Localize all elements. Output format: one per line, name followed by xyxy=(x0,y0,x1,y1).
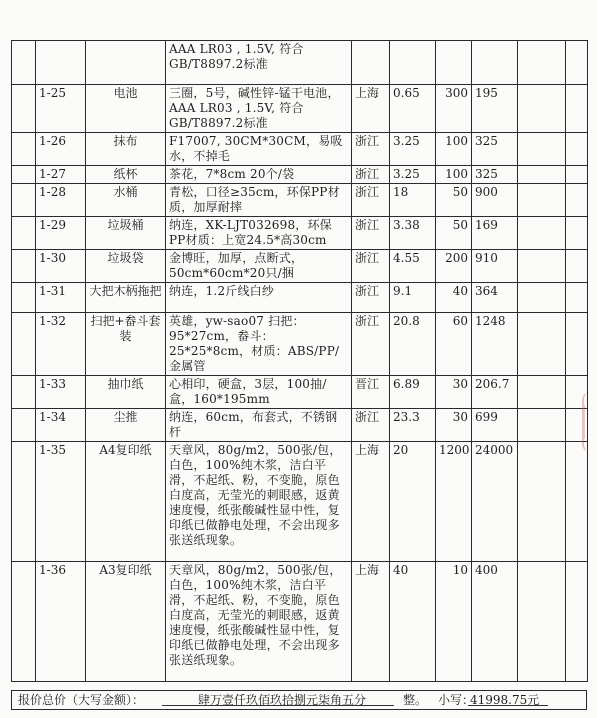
item-quantity: 60 xyxy=(436,313,472,376)
table-row xyxy=(12,409,588,442)
table-row xyxy=(12,376,588,409)
item-quantity: 40 xyxy=(436,283,472,313)
item-unit-price: 20.8 xyxy=(390,313,436,376)
item-unit-price: 18 xyxy=(390,184,436,217)
row-blank-cell xyxy=(12,562,36,682)
blank-cell xyxy=(518,313,566,376)
item-total: 325 xyxy=(472,133,518,166)
item-name: 垃圾桶 xyxy=(86,217,166,250)
item-origin xyxy=(352,41,390,85)
red-seal-inner-edge xyxy=(584,405,593,439)
item-name: A4复印纸 xyxy=(86,442,166,562)
row-blank-cell xyxy=(12,442,36,562)
table-row xyxy=(12,166,588,184)
item-spec: 心相印，硬盒，3层，100抽/盒，160*195mm xyxy=(166,376,352,409)
item-unit-price: 23.3 xyxy=(390,409,436,442)
item-unit-price: 6.89 xyxy=(390,376,436,409)
blank-cell xyxy=(518,217,566,250)
item-total: 169 xyxy=(472,217,518,250)
item-number xyxy=(36,41,86,85)
blank-cell xyxy=(518,85,566,133)
blank-cell xyxy=(566,41,588,85)
item-number: 1-28 xyxy=(36,184,86,217)
blank-cell xyxy=(518,409,566,442)
item-total: 24000 xyxy=(472,442,518,562)
row-blank-cell xyxy=(12,184,36,217)
item-spec: 天章风，80g/m2，500张/包，白色，100%纯木浆，洁白平滑，不起纸、粉，不变脆，原色白度高，无莹光的刺眼感，返黄速度慢，纸张酸碱性显中性，复印纸已做静电处理，不会出现多张送纸现象。 xyxy=(166,562,352,682)
small-amount-label: 小写： xyxy=(438,693,475,707)
item-spec: 茶花，7*8cm 20个/袋 xyxy=(166,166,352,184)
item-unit-price: 3.25 xyxy=(390,166,436,184)
item-origin: 浙江 xyxy=(352,283,390,313)
blank-cell xyxy=(518,41,566,85)
blank-cell xyxy=(518,376,566,409)
zheng-text: 整。 xyxy=(403,693,428,707)
item-quantity: 30 xyxy=(436,409,472,442)
blank-cell xyxy=(566,283,588,313)
item-total: 699 xyxy=(472,409,518,442)
item-origin: 浙江 xyxy=(352,217,390,250)
item-number: 1-25 xyxy=(36,85,86,133)
item-number: 1-26 xyxy=(36,133,86,166)
blank-cell xyxy=(566,442,588,562)
table-row xyxy=(12,133,588,166)
item-origin: 晋江 xyxy=(352,376,390,409)
item-spec: 天章风，80g/m2，500张/包，白色，100%纯木浆，洁白平滑，不起纸、粉，不变脆，原色白度高，无莹光的刺眼感，返黄速度慢，纸张酸碱性显中性，复印纸已做静电处理，不会出现多张送纸现象。 xyxy=(166,442,352,562)
item-unit-price: 20 xyxy=(390,442,436,562)
blank-cell xyxy=(566,166,588,184)
item-unit-price: 4.55 xyxy=(390,250,436,283)
item-total: 364 xyxy=(472,283,518,313)
item-name: 水桶 xyxy=(86,184,166,217)
row-blank-cell xyxy=(12,166,36,184)
item-number: 1-35 xyxy=(36,442,86,562)
item-unit-price: 0.65 xyxy=(390,85,436,133)
item-total xyxy=(472,41,518,85)
blank-cell xyxy=(566,562,588,682)
blank-cell xyxy=(566,250,588,283)
table-row xyxy=(12,313,588,376)
item-number: 1-34 xyxy=(36,409,86,442)
item-origin: 上海 xyxy=(352,442,390,562)
item-name: 扫把+畚斗套装 xyxy=(86,313,166,376)
item-origin: 浙江 xyxy=(352,313,390,376)
item-total: 195 xyxy=(472,85,518,133)
row-blank-cell xyxy=(12,250,36,283)
item-name: 垃圾袋 xyxy=(86,250,166,283)
total-price-footer xyxy=(11,690,587,710)
blank-cell xyxy=(518,283,566,313)
item-spec: 纳连，1.2斤线白纱 xyxy=(166,283,352,313)
item-quantity: 300 xyxy=(436,85,472,133)
blank-cell xyxy=(518,133,566,166)
item-unit-price xyxy=(390,41,436,85)
item-number: 1-36 xyxy=(36,562,86,682)
item-total: 900 xyxy=(472,184,518,217)
item-origin: 上海 xyxy=(352,85,390,133)
item-spec: 金博旺，加厚，点断式，50cm*60cm*20只/捆 xyxy=(166,250,352,283)
small-amount-underline xyxy=(468,705,548,706)
blank-cell xyxy=(566,313,588,376)
row-blank-cell xyxy=(12,133,36,166)
item-origin: 上海 xyxy=(352,562,390,682)
item-quantity: 100 xyxy=(436,133,472,166)
item-total: 910 xyxy=(472,250,518,283)
row-blank-cell xyxy=(12,283,36,313)
item-quantity xyxy=(436,41,472,85)
item-quantity: 50 xyxy=(436,184,472,217)
blank-cell xyxy=(566,184,588,217)
row-blank-cell xyxy=(12,376,36,409)
item-origin: 浙江 xyxy=(352,133,390,166)
item-quantity: 200 xyxy=(436,250,472,283)
item-number: 1-31 xyxy=(36,283,86,313)
item-name: 抹布 xyxy=(86,133,166,166)
item-quantity: 100 xyxy=(436,166,472,184)
blank-cell xyxy=(518,250,566,283)
row-blank-cell xyxy=(12,85,36,133)
item-name xyxy=(86,41,166,85)
table-row xyxy=(12,184,588,217)
item-unit-price: 3.25 xyxy=(390,133,436,166)
item-spec: 纳连，60cm，布套式，不锈钢杆 xyxy=(166,409,352,442)
blank-cell xyxy=(566,217,588,250)
item-quantity: 50 xyxy=(436,217,472,250)
row-blank-cell xyxy=(12,41,36,85)
item-number: 1-29 xyxy=(36,217,86,250)
item-origin: 浙江 xyxy=(352,250,390,283)
item-name: 电池 xyxy=(86,85,166,133)
table-row xyxy=(12,41,588,85)
blank-cell xyxy=(566,85,588,133)
item-spec: AAA LR03 , 1.5V, 符合GB/T8897.2标准 xyxy=(166,41,352,85)
item-origin: 浙江 xyxy=(352,184,390,217)
item-name: A3复印纸 xyxy=(86,562,166,682)
item-name: 尘推 xyxy=(86,409,166,442)
item-quantity: 10 xyxy=(436,562,472,682)
item-total: 400 xyxy=(472,562,518,682)
row-blank-cell xyxy=(12,217,36,250)
item-unit-price: 3.38 xyxy=(390,217,436,250)
item-total: 206.7 xyxy=(472,376,518,409)
item-spec: 三圈，5号，碱性锌-锰干电池，AAA LR03 , 1.5V, 符合GB/T8897.2标准 xyxy=(166,85,352,133)
item-number: 1-30 xyxy=(36,250,86,283)
blank-cell xyxy=(518,442,566,562)
quote-table xyxy=(11,40,588,682)
amount-in-words: 肆万壹仟玖佰玖拾捌元柒角五分 xyxy=(198,693,367,707)
blank-cell xyxy=(518,166,566,184)
row-blank-cell xyxy=(12,313,36,376)
item-number: 1-27 xyxy=(36,166,86,184)
blank-cell xyxy=(518,184,566,217)
table-row xyxy=(12,250,588,283)
item-total: 325 xyxy=(472,166,518,184)
item-origin: 浙江 xyxy=(352,166,390,184)
small-amount-value: 41998.75元 xyxy=(470,693,540,707)
blank-cell xyxy=(518,562,566,682)
item-name: 大把木柄拖把 xyxy=(86,283,166,313)
item-number: 1-33 xyxy=(36,376,86,409)
item-spec: 青松，口径≥35cm，环保PP材质，加厚耐摔 xyxy=(166,184,352,217)
table-row xyxy=(12,442,588,562)
item-spec: 纳连，XK-LJT032698，环保PP材质：上宽24.5*高30cm xyxy=(166,217,352,250)
total-price-label: 报价总价（大写金额）： xyxy=(18,693,145,707)
table-row xyxy=(12,283,588,313)
item-number: 1-32 xyxy=(36,313,86,376)
row-blank-cell xyxy=(12,409,36,442)
item-total: 1248 xyxy=(472,313,518,376)
item-unit-price: 40 xyxy=(390,562,436,682)
item-origin: 浙江 xyxy=(352,409,390,442)
table-row xyxy=(12,85,588,133)
item-name: 抽巾纸 xyxy=(86,376,166,409)
item-quantity: 30 xyxy=(436,376,472,409)
item-spec: 英雄，yw-sao07 扫把：95*27cm，畚斗：25*25*8cm，材质：ABS/PP/金属管 xyxy=(166,313,352,376)
blank-cell xyxy=(566,133,588,166)
table-row xyxy=(12,217,588,250)
table-row xyxy=(12,562,588,682)
item-name: 纸杯 xyxy=(86,166,166,184)
item-quantity: 1200 xyxy=(436,442,472,562)
item-spec: F17007, 30CM*30CM，易吸水，不掉毛 xyxy=(166,133,352,166)
amount-underline xyxy=(162,705,394,706)
item-unit-price: 9.1 xyxy=(390,283,436,313)
